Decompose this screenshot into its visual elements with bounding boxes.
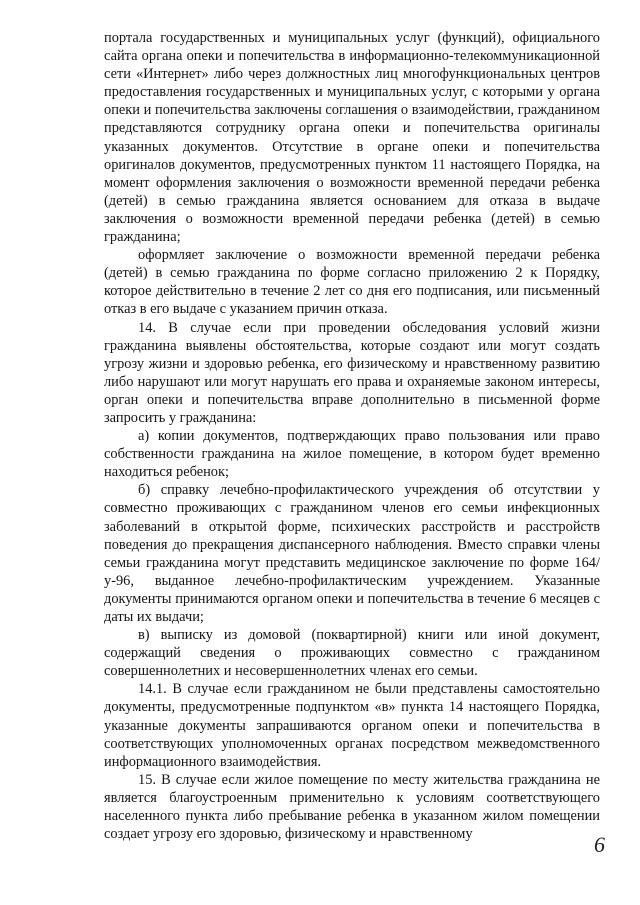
page-number: 6 — [594, 832, 605, 857]
paragraph-14-1: 14.1. В случае если гражданином не были представлены самостоятельно документы, предусмотренные подпунктом «в» пункта 14 настоящего Порядка, указанные документы запрашиваются органом опеки и попечительства в соответствующих уполномоченных органах посредством межведомственного информационного взаимодействия. — [104, 681, 600, 770]
paragraph-14a: а) копии документов, подтверждающих право пользования или право собственности гражданина на жилое помещение, в котором будет временно находиться ребенок; — [104, 428, 600, 481]
paragraph-14b: б) справку лечебно-профилактического учреждения об отсутствии у совместно проживающих с гражданином членов его семьи инфекционных заболеваний в открытой форме, психических расстройств и расстройств поведения до прекращения диспансерного наблюдения. Вместо справки члены семьи гражданина могут представить медицинское заключение по форме 164/у-96, выданное лечебно-профилактическим учреждением. Указанные документы принимаются органом опеки и попечительства в течение 6 месяцев с даты их выдачи; — [104, 482, 600, 625]
document-body — [104, 29, 600, 843]
paragraph-continuation: портала государственных и муниципальных услуг (функций), официального сайта органа опеки и попечительства в информационно-телекоммуникационной сети «Интернет» либо через должностных лиц многофункциональных центров предоставления государственных и муниципальных услуг, с которыми у органа опеки и попечительства заключены соглашения о взаимодействии, гражданином представляются сотруднику органа опеки и попечительства оригиналы указанных документов. Отсутствие в органе опеки и попечительства оригиналов документов, предусмотренных пунктом 11 настоящего Порядка, на момент оформления заключения о возможности временной передачи ребенка (детей) в семью гражданина является основанием для отказа в выдаче заключения о возможности временной передачи ребенка (детей) в семью гражданина; — [104, 30, 600, 246]
paragraph-15: 15. В случае если жилое помещение по месту жительства гражданина не является благоустроенным применительно к условиям соответствующего населенного пункта либо пребывание ребенка в указанном жилом помещении создает угрозу его здоровью, физическому и нравственному — [104, 771, 600, 843]
paragraph-oformlyaet: оформляет заключение о возможности временной передачи ребенка (детей) в семью гражданина по форме согласно приложению 2 к Порядку, которое действительно в течение 2 лет со дня его подписания, или письменный отказ в его выдаче с указанием причин отказа. — [104, 247, 600, 318]
paragraph-14: 14. В случае если при проведении обследования условий жизни гражданина выявлены обстоятельства, которые создают или могут создать угрозу жизни и здоровью ребенка, его физическому и нравственному развитию либо нарушают или могут нарушать его права и охраняемые законом интересы, орган опеки и попечительства вправе дополнительно в письменной форме запросить у гражданина: — [104, 319, 600, 426]
paragraph-14v: в) выписку из домовой (поквартирной) книги или иной документ, содержащий сведения о проживающих совместно с гражданином совершеннолетних и несовершеннолетних членах его семьи. — [104, 627, 600, 680]
